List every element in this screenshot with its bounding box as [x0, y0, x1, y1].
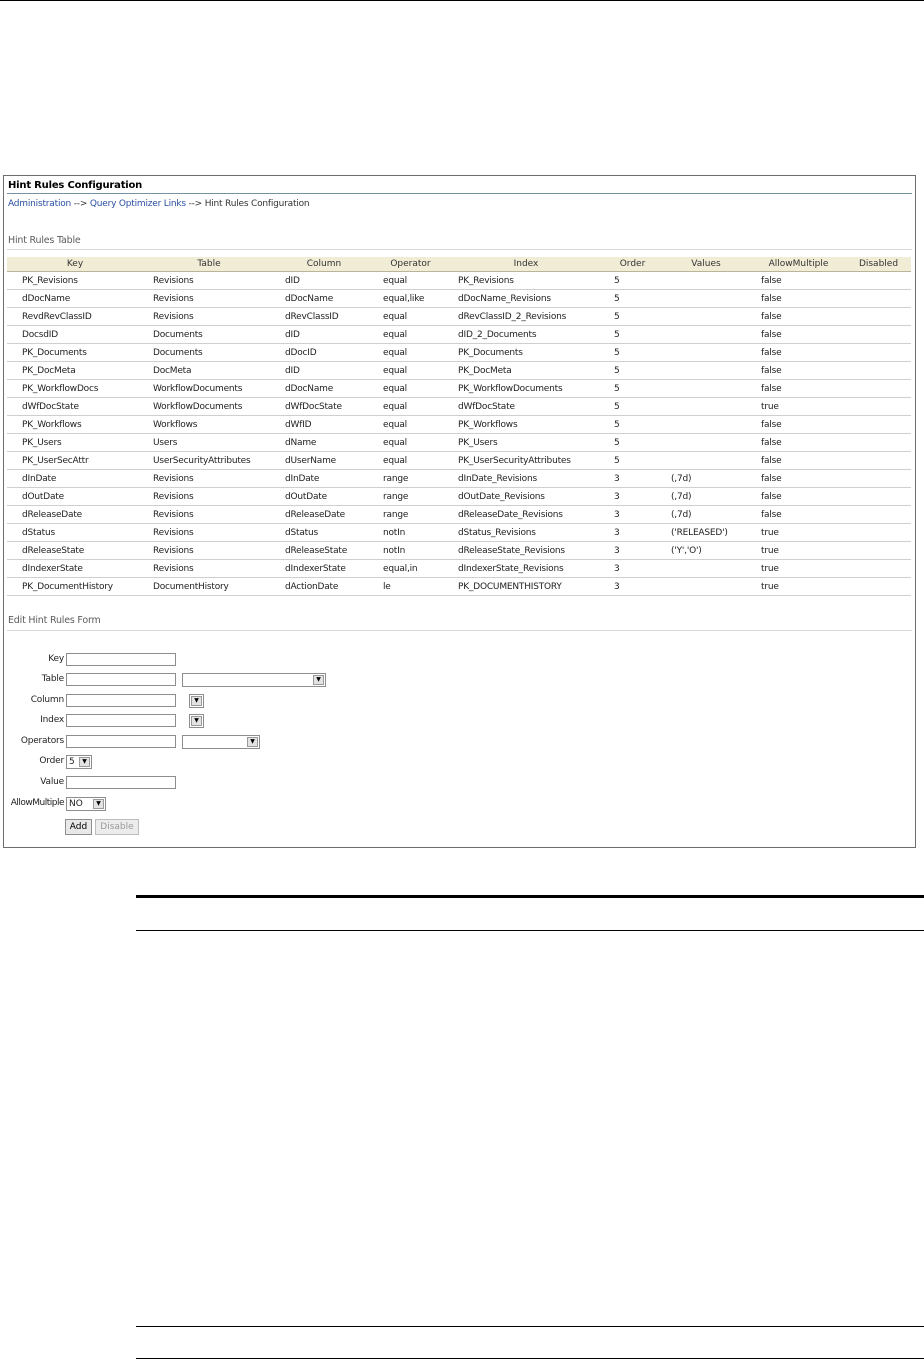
cell-order: 5 [604, 434, 661, 452]
cell-key: dWfDocState [7, 398, 143, 416]
cell-values [661, 452, 751, 470]
cell-column: dActionDate [275, 578, 373, 596]
table-row[interactable] [7, 488, 911, 506]
cell-index: dStatus_Revisions [448, 524, 604, 542]
cell-table: DocMeta [143, 362, 275, 380]
cell-index: dRevClassID_2_Revisions [448, 308, 604, 326]
add-button[interactable]: Add [65, 819, 92, 835]
cell-column: dWfDocState [275, 398, 373, 416]
column-header-values[interactable]: Values [661, 257, 751, 272]
table-row[interactable] [7, 560, 911, 578]
cell-values: (,7d) [661, 488, 751, 506]
column-select[interactable] [189, 694, 204, 708]
cell-key: PK_Revisions [7, 272, 143, 290]
column-header-key[interactable]: Key [7, 257, 143, 272]
table-row[interactable] [7, 524, 911, 542]
cell-values [661, 290, 751, 308]
document-thin-rule [136, 1326, 924, 1327]
column-label: Column [30, 695, 64, 705]
cell-operator: equal [373, 362, 448, 380]
cell-table: Revisions [143, 272, 275, 290]
cell-allowmultiple: false [751, 416, 846, 434]
cell-values: (,7d) [661, 470, 751, 488]
cell-key: dStatus [7, 524, 143, 542]
cell-operator: range [373, 470, 448, 488]
cell-values: (,7d) [661, 506, 751, 524]
column-header-column[interactable]: Column [275, 257, 373, 272]
hint-rules-table-title: Hint Rules Table [8, 235, 81, 246]
section-divider [7, 630, 912, 631]
cell-values [661, 434, 751, 452]
page-top-rule [0, 0, 924, 1]
cell-key: PK_UserSecAttr [7, 452, 143, 470]
cell-table: Revisions [143, 290, 275, 308]
cell-index: PK_UserSecurityAttributes [448, 452, 604, 470]
cell-index: PK_Documents [448, 344, 604, 362]
column-header-table[interactable]: Table [143, 257, 275, 272]
cell-disabled [846, 452, 911, 470]
cell-disabled [846, 578, 911, 596]
cell-order: 5 [604, 452, 661, 470]
cell-order: 3 [604, 488, 661, 506]
cell-order: 5 [604, 362, 661, 380]
column-header-operator[interactable]: Operator [373, 257, 448, 272]
cell-table: Revisions [143, 488, 275, 506]
cell-allowmultiple: false [751, 308, 846, 326]
table-row[interactable] [7, 308, 911, 326]
cell-column: dReleaseState [275, 542, 373, 560]
cell-table: Revisions [143, 308, 275, 326]
chevron-down-icon: ▼ [247, 737, 258, 747]
cell-allowmultiple: true [751, 524, 846, 542]
chevron-down-icon: ▼ [93, 799, 104, 809]
cell-allowmultiple: false [751, 506, 846, 524]
cell-index: dIndexerState_Revisions [448, 560, 604, 578]
breadcrumb-separator: --> [188, 199, 203, 209]
value-label: Value [40, 777, 64, 787]
cell-table: WorkflowDocuments [143, 380, 275, 398]
cell-order: 5 [604, 290, 661, 308]
cell-column: dInDate [275, 470, 373, 488]
cell-key: PK_DocMeta [7, 362, 143, 380]
table-row[interactable] [7, 344, 911, 362]
cell-order: 3 [604, 560, 661, 578]
cell-order: 5 [604, 272, 661, 290]
breadcrumb-administration-link[interactable]: Administration [8, 199, 72, 209]
cell-column: dIndexerState [275, 560, 373, 578]
cell-values [661, 272, 751, 290]
breadcrumb [8, 199, 309, 209]
cell-allowmultiple: false [751, 326, 846, 344]
cell-operator: equal [373, 416, 448, 434]
cell-disabled [846, 344, 911, 362]
edit-form-title: Edit Hint Rules Form [8, 615, 101, 626]
table-row[interactable] [7, 506, 911, 524]
document-thick-rule [136, 895, 924, 898]
cell-table: Documents [143, 326, 275, 344]
operators-input[interactable] [66, 735, 176, 748]
cell-key: dReleaseState [7, 542, 143, 560]
cell-index: dOutDate_Revisions [448, 488, 604, 506]
cell-operator: notIn [373, 542, 448, 560]
cell-index: dDocName_Revisions [448, 290, 604, 308]
cell-column: dID [275, 362, 373, 380]
table-row[interactable] [7, 272, 911, 290]
index-input[interactable] [66, 714, 176, 727]
cell-index: PK_WorkflowDocuments [448, 380, 604, 398]
cell-values [661, 578, 751, 596]
allow-multiple-selected-value: NO [69, 799, 83, 809]
index-label: Index [40, 715, 64, 725]
cell-order: 3 [604, 578, 661, 596]
cell-allowmultiple: false [751, 488, 846, 506]
table-row[interactable] [7, 362, 911, 380]
cell-disabled [846, 272, 911, 290]
cell-values [661, 560, 751, 578]
table-row[interactable] [7, 290, 911, 308]
cell-key: PK_DocumentHistory [7, 578, 143, 596]
cell-disabled [846, 434, 911, 452]
cell-disabled [846, 524, 911, 542]
chevron-down-icon: ▼ [191, 696, 202, 706]
cell-key: dOutDate [7, 488, 143, 506]
cell-allowmultiple: false [751, 290, 846, 308]
operators-select[interactable] [182, 735, 260, 749]
cell-values [661, 398, 751, 416]
cell-key: PK_WorkflowDocs [7, 380, 143, 398]
cell-values [661, 326, 751, 344]
cell-order: 5 [604, 398, 661, 416]
cell-key: PK_Workflows [7, 416, 143, 434]
allow-multiple-label: AllowMultiple [10, 798, 64, 808]
cell-disabled [846, 416, 911, 434]
cell-key: dReleaseDate [7, 506, 143, 524]
cell-table: Documents [143, 344, 275, 362]
cell-column: dName [275, 434, 373, 452]
column-header-allowmultiple[interactable]: AllowMultiple [751, 257, 846, 272]
cell-key: dDocName [7, 290, 143, 308]
cell-operator: equal [373, 434, 448, 452]
cell-column: dID [275, 272, 373, 290]
cell-table: DocumentHistory [143, 578, 275, 596]
cell-disabled [846, 308, 911, 326]
value-input[interactable] [66, 776, 176, 789]
screenshot-frame [3, 175, 916, 848]
cell-allowmultiple: true [751, 560, 846, 578]
table-row[interactable] [7, 578, 911, 596]
cell-order: 5 [604, 416, 661, 434]
cell-column: dOutDate [275, 488, 373, 506]
table-input[interactable] [66, 673, 176, 686]
order-label: Order [39, 756, 64, 766]
cell-index: dID_2_Documents [448, 326, 604, 344]
cell-disabled [846, 380, 911, 398]
cell-column: dStatus [275, 524, 373, 542]
cell-index: dReleaseDate_Revisions [448, 506, 604, 524]
document-thin-rule [136, 930, 924, 931]
cell-key: dIndexerState [7, 560, 143, 578]
cell-index: PK_Users [448, 434, 604, 452]
table-row[interactable] [7, 542, 911, 560]
cell-table: WorkflowDocuments [143, 398, 275, 416]
breadcrumb-current: Hint Rules Configuration [204, 199, 310, 209]
operators-label: Operators [20, 736, 64, 746]
cell-index: PK_DocMeta [448, 362, 604, 380]
chevron-down-icon: ▼ [79, 757, 90, 767]
cell-table: Revisions [143, 470, 275, 488]
cell-order: 3 [604, 542, 661, 560]
cell-column: dUserName [275, 452, 373, 470]
cell-column: dRevClassID [275, 308, 373, 326]
table-row[interactable] [7, 434, 911, 452]
cell-table: Revisions [143, 524, 275, 542]
cell-table: Revisions [143, 542, 275, 560]
cell-index: dReleaseState_Revisions [448, 542, 604, 560]
cell-operator: equal [373, 452, 448, 470]
column-header-order[interactable]: Order [604, 257, 661, 272]
breadcrumb-query-optimizer-link[interactable]: Query Optimizer Links [89, 199, 186, 209]
cell-order: 5 [604, 308, 661, 326]
cell-operator: equal [373, 398, 448, 416]
cell-table: Revisions [143, 506, 275, 524]
cell-order: 3 [604, 524, 661, 542]
cell-table: Revisions [143, 560, 275, 578]
cell-values [661, 362, 751, 380]
cell-index: dInDate_Revisions [448, 470, 604, 488]
breadcrumb-separator: --> [73, 199, 88, 209]
table-row[interactable] [7, 398, 911, 416]
cell-key: PK_Users [7, 434, 143, 452]
cell-column: dDocName [275, 290, 373, 308]
cell-disabled [846, 326, 911, 344]
cell-allowmultiple: false [751, 452, 846, 470]
allow-multiple-select[interactable] [66, 797, 106, 811]
cell-allowmultiple: false [751, 272, 846, 290]
page-title: Hint Rules Configuration [8, 180, 143, 191]
index-select[interactable] [189, 714, 204, 728]
cell-index: PK_Workflows [448, 416, 604, 434]
table-header-row [7, 257, 911, 272]
column-input[interactable] [66, 694, 176, 707]
key-input[interactable] [66, 653, 176, 666]
cell-allowmultiple: true [751, 578, 846, 596]
disable-button[interactable]: Disable [95, 819, 139, 835]
cell-index: PK_Revisions [448, 272, 604, 290]
cell-column: dReleaseDate [275, 506, 373, 524]
cell-values [661, 344, 751, 362]
table-select[interactable] [182, 673, 326, 687]
table-row[interactable] [7, 470, 911, 488]
cell-allowmultiple: false [751, 470, 846, 488]
cell-disabled [846, 560, 911, 578]
cell-column: dID [275, 326, 373, 344]
key-label: Key [48, 654, 64, 664]
cell-disabled [846, 542, 911, 560]
cell-order: 5 [604, 326, 661, 344]
table-row[interactable] [7, 326, 911, 344]
cell-key: RevdRevClassID [7, 308, 143, 326]
cell-operator: equal [373, 272, 448, 290]
cell-key: DocsdID [7, 326, 143, 344]
chevron-down-icon: ▼ [313, 675, 324, 685]
hint-rules-table [7, 257, 911, 596]
column-header-index[interactable]: Index [448, 257, 604, 272]
cell-operator: range [373, 506, 448, 524]
cell-key: dInDate [7, 470, 143, 488]
table-row[interactable] [7, 380, 911, 398]
cell-values: ('Y','O') [661, 542, 751, 560]
cell-allowmultiple: false [751, 344, 846, 362]
cell-order: 3 [604, 470, 661, 488]
cell-operator: le [373, 578, 448, 596]
cell-values: ('RELEASED') [661, 524, 751, 542]
cell-operator: equal,in [373, 560, 448, 578]
cell-column: dDocName [275, 380, 373, 398]
cell-operator: notIn [373, 524, 448, 542]
cell-allowmultiple: true [751, 542, 846, 560]
cell-values [661, 380, 751, 398]
cell-column: dDocID [275, 344, 373, 362]
cell-operator: equal [373, 326, 448, 344]
table-row[interactable] [7, 416, 911, 434]
cell-allowmultiple: true [751, 398, 846, 416]
cell-operator: equal [373, 344, 448, 362]
cell-allowmultiple: false [751, 362, 846, 380]
table-row[interactable] [7, 452, 911, 470]
title-divider [7, 193, 912, 194]
cell-table: UserSecurityAttributes [143, 452, 275, 470]
cell-operator: range [373, 488, 448, 506]
cell-operator: equal,like [373, 290, 448, 308]
cell-allowmultiple: false [751, 380, 846, 398]
cell-values [661, 416, 751, 434]
cell-table: Workflows [143, 416, 275, 434]
cell-disabled [846, 398, 911, 416]
cell-index: dWfDocState [448, 398, 604, 416]
cell-operator: equal [373, 308, 448, 326]
cell-allowmultiple: false [751, 434, 846, 452]
cell-operator: equal [373, 380, 448, 398]
cell-order: 5 [604, 344, 661, 362]
order-selected-value: 5 [69, 757, 75, 767]
cell-values [661, 308, 751, 326]
cell-table: Users [143, 434, 275, 452]
section-divider [7, 249, 912, 250]
table-label: Table [41, 674, 64, 684]
cell-order: 3 [604, 506, 661, 524]
cell-disabled [846, 470, 911, 488]
cell-disabled [846, 506, 911, 524]
cell-column: dWfID [275, 416, 373, 434]
cell-order: 5 [604, 380, 661, 398]
cell-key: PK_Documents [7, 344, 143, 362]
cell-disabled [846, 362, 911, 380]
order-select[interactable] [66, 755, 92, 769]
cell-disabled [846, 290, 911, 308]
cell-disabled [846, 488, 911, 506]
column-header-disabled[interactable]: Disabled [846, 257, 911, 272]
cell-index: PK_DOCUMENTHISTORY [448, 578, 604, 596]
chevron-down-icon: ▼ [191, 716, 202, 726]
